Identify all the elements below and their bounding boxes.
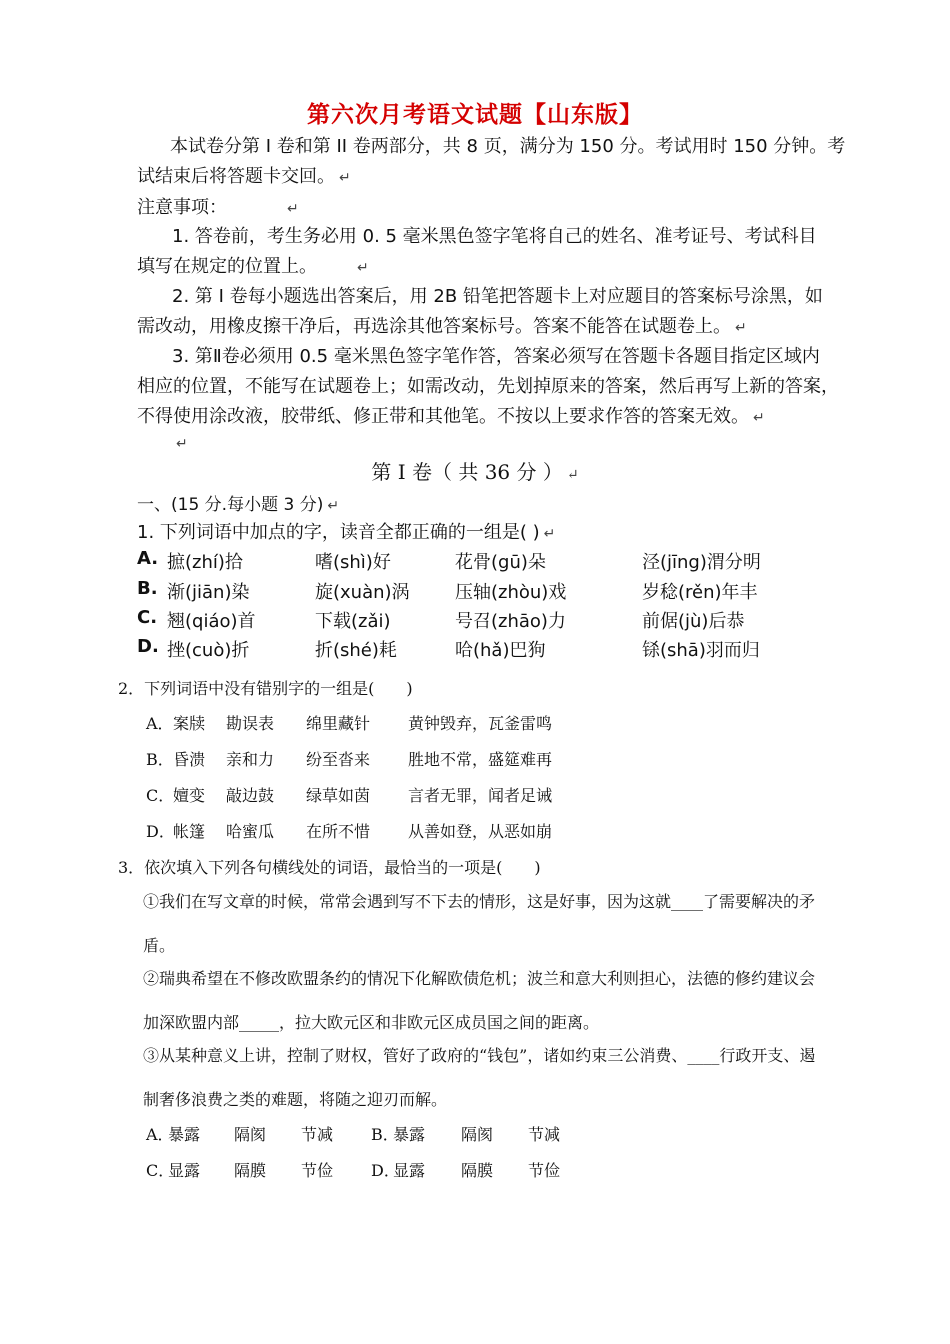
- q1-stem: 1. 下列词语中加点的字，读音全都正确的一组是( ) ↵: [137, 522, 556, 543]
- note-2: 2. 第 I 卷每小题选出答案后，用 2B 铅笔把答题卡上对应题目的答案标号涂黑，如: [172, 286, 823, 307]
- notice-label: 注意事项： ↵: [137, 197, 299, 218]
- exam-page: 第六次月考语文试题【山东版】 本试卷分第 I 卷和第 II 卷两部分，共 8 页，满分为 150 分。考试用时 150 分钟。考 试结束后将答题卡交回。 ↵ 注意事项： ↵ 1. 答卷前，考生务必用 0. 5 毫米黑色签字笔将自己的姓名、准考证号、考试科目 填写在规定的位置上。 ↵ 2. 第 I 卷每小题选出答案后，用 2B 铅笔把答题卡上对应题目的答案标号涂黑，如 需改动，用橡皮擦干净后，再选涂其他答案标号。答案不能答在试题卷上。 ↵ 3. 第Ⅱ卷必须用 0.5 毫米黑色签字笔作答，答案必须写在答题卡各题目指定区域内 相应的位置，不能写在试题卷上；如需改动，先划掉原来的答案，然后再写上新的答案， 不得使用涂改液，胶带纸、修正带和其他笔。不按以上要求作答的答案无效。 ↵ ↵ 第 I 卷（ 共 36 分 ） ↵ 一、(15 分.每小题 3 分) ↵ 1. 下列词语中加点的字，读音全都正确的一组是( ) ↵ A. 摭(zhí)拾 嗜(shì)好 花骨(gū)朵 泾(jīng)渭分明 B. 渐(jiān)染 旋(xuàn)涡 压轴(zhòu)戏 岁稔(rěn)年丰 C. 翘(qiáo)首 下载(zǎi) 号召(zhāo)力 前倨(jù)后恭 D. 挫(cuò)折 折(shé)耗 哈(hǎ)巴狗 铩(shā)羽而归 2．下列词语中没有错别字的一组是( ) A． 案牍 勘误表 绵里藏针 黄钟毁弃，瓦釜雷鸣 B． 昏溃 亲和力 纷至沓来 胜地不常，盛筵难再 C． 嬗变 敲边鼓 绿草如茵 言者无罪，闻者足诫 D． 帐篷 哈蜜瓜 在所不惜 从善如登，从恶如崩 3．依次填入下列各句横线处的词语，最恰当的一项是( ) ①我们在写文章的时候，常常会遇到写不下去的情形，这是好事，因为这就____了需要解决的矛 盾。 ②瑞典希望在不修改欧盟条约的情况下化解欧债危机；波兰和意大利则担心，法德的修约建议会 加深欧盟内部_____，拉大欧元区和非欧元区成员国之间的距离。 ③从某种意义上讲，控制了财权，管好了政府的“钱包”，诸如约束三公消费、____行政开支、遏 制奢侈浪费之类的难题，将随之迎刃而解。 A． 暴露 隔阂 节减 B． 暴露 隔阂 节减 C． 显露 隔膜 节俭 D． 显露 隔膜 节俭: [0, 0, 950, 1344]
- note-3-cont-2: 不得使用涂改液，胶带纸、修正带和其他笔。不按以上要求作答的答案无效。 ↵: [137, 406, 765, 427]
- q3-sentence-2: ②瑞典希望在不修改欧盟条约的情况下化解欧债危机；波兰和意大利则担心，法德的修约建议会: [143, 969, 816, 988]
- note-2-cont: 需改动，用橡皮擦干净后，再选涂其他答案标号。答案不能答在试题卷上。 ↵: [137, 316, 747, 337]
- q3-sentence-1-cont: 盾。: [143, 936, 176, 955]
- q3-sentence-3-cont: 制奢侈浪费之类的难题，将随之迎刃而解。: [143, 1090, 448, 1109]
- q3-stem: 3．依次填入下列各句横线处的词语，最恰当的一项是( ): [118, 858, 541, 877]
- intro-line-1: 本试卷分第 I 卷和第 II 卷两部分，共 8 页，满分为 150 分。考试用时 150 分钟。考: [170, 136, 846, 157]
- q3-sentence-2-cont: 加深欧盟内部_____，拉大欧元区和非欧元区成员国之间的距离。: [143, 1013, 600, 1032]
- part-header: 一、(15 分.每小题 3 分) ↵: [137, 495, 340, 515]
- section-title: 第 I 卷（ 共 36 分 ） ↵: [371, 460, 579, 484]
- q2-stem: 2．下列词语中没有错别字的一组是( ): [118, 679, 413, 698]
- intro-line-2: 试结束后将答题卡交回。 ↵: [137, 166, 351, 187]
- q3-sentence-3: ③从某种意义上讲，控制了财权，管好了政府的“钱包”，诸如约束三公消费、____行政开支、遏: [143, 1046, 816, 1065]
- q3-sentence-1: ①我们在写文章的时候，常常会遇到写不下去的情形，这是好事，因为这就____了需要解决的矛: [143, 892, 816, 911]
- note-3: 3. 第Ⅱ卷必须用 0.5 毫米黑色签字笔作答，答案必须写在答题卡各题目指定区域内: [172, 346, 820, 367]
- note-1-cont: 填写在规定的位置上。 ↵: [137, 256, 369, 277]
- note-3-cont-1: 相应的位置，不能写在试题卷上；如需改动，先划掉原来的答案，然后再写上新的答案，: [137, 376, 839, 397]
- exam-title: 第六次月考语文试题【山东版】: [307, 102, 643, 128]
- note-1: 1. 答卷前，考生务必用 0. 5 毫米黑色签字笔将自己的姓名、准考证号、考试科目: [172, 226, 817, 247]
- blank-paragraph: ↵: [176, 436, 188, 452]
